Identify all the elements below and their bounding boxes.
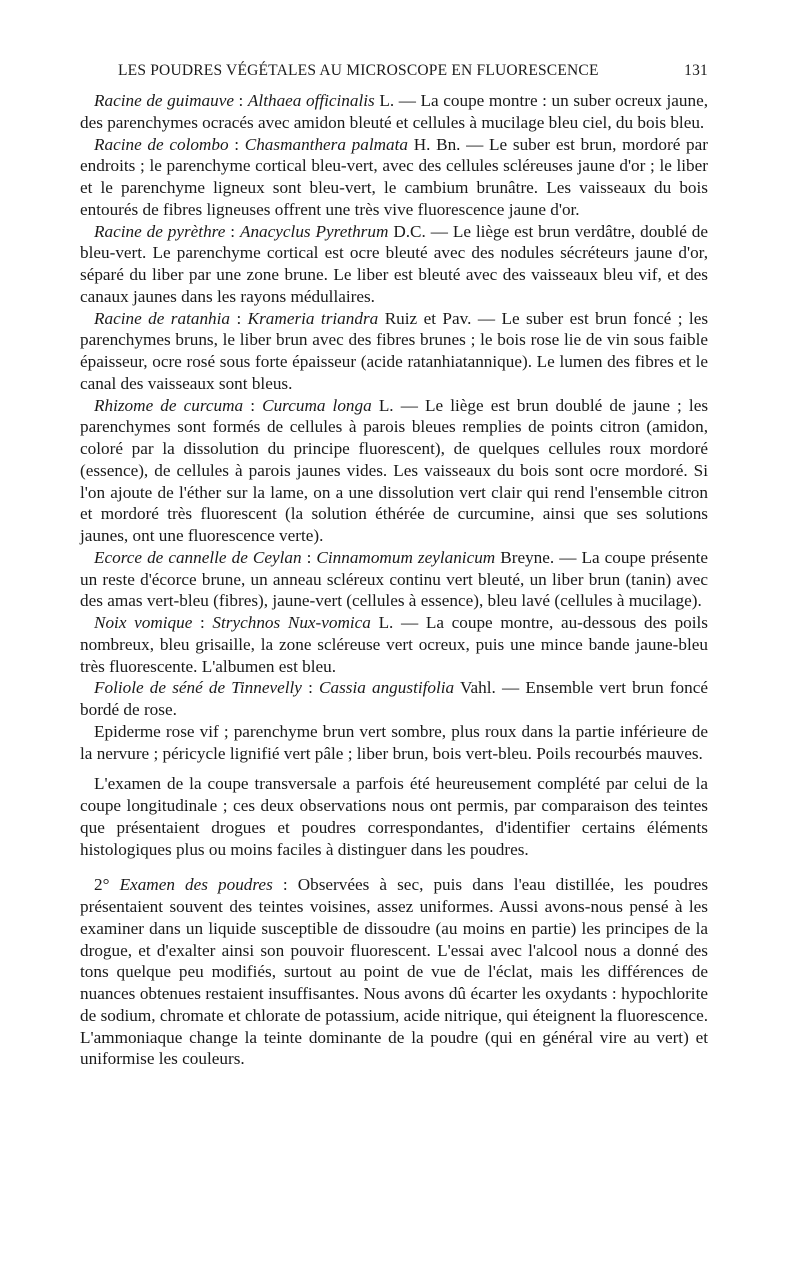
entry-term: Racine de colombo bbox=[94, 134, 229, 154]
entry-species: Anacyclus Pyrethrum bbox=[239, 221, 389, 241]
entry-authority: L. bbox=[378, 613, 394, 632]
page-number: 131 bbox=[684, 62, 708, 79]
entry-authority: L. bbox=[378, 395, 394, 415]
entry-term: Racine de ratanhia bbox=[94, 308, 231, 328]
entry-authority: Ruiz et Pav. bbox=[384, 308, 472, 328]
entry-text: — La coupe montre : un suber ocreux jaune, des parenchymes ocracés avec amidon bleuté et cellules à mucilage bleu ciel, du bois bleu. bbox=[80, 91, 709, 132]
entry-species: Cassia angustifolia bbox=[319, 678, 455, 698]
entry-authority: H. Bn. bbox=[413, 134, 461, 154]
entry-text: — La coupe présente un reste d'écorce brune, un anneau scléreux continu vert bleuté, un liber brun (tanin) avec des amas vert-bleu (fibres), jaune-vert (cellules à essence), bleu lavé (cellules à mucilage). bbox=[80, 547, 708, 611]
entry-text: — Le suber est brun foncé ; les parenchymes bruns, le liber brun avec des fibres brunes ; le bois rose lie de vin sous faible épaisseur, ocre rosé sous forte épaisseur (acide ratanhiatannique). Le lumen des fibres et le canal des vaisseaux sont bleus. bbox=[80, 308, 709, 393]
entry-authority: D.C. bbox=[393, 221, 426, 241]
entry-term: Noix vomique bbox=[94, 613, 193, 632]
entry-term: Racine de guimauve bbox=[94, 91, 234, 110]
epiderme-paragraph: Epiderme rose vif ; parenchyme brun vert sombre, plus roux dans la partie inférieure de la nervure ; péricycle lignifié vert pâle ; liber brun, bois vert-bleu. Poils recourbés mauves. bbox=[80, 721, 708, 763]
entry-species: Cinnamomum zeylanicum bbox=[316, 547, 496, 567]
entry-authority: Vahl. bbox=[460, 678, 496, 698]
entry-species: Curcuma longa bbox=[262, 395, 372, 415]
entry-text: — La coupe montre, au-dessous des poils nombreux, bleu grisaille, la zone scléreuse vert ocreux, puis une mince bande jaune-bleu très fluorescente. L'albumen est bleu. bbox=[80, 613, 709, 676]
entry-colombo: Racine de colombo : Chasmanthera palmata H. Bn. — Le suber est brun, mordoré par endroits ; le parenchyme cortical bleu-vert, avec des cellules scléreuses jaune d'or ; le liber et le parenchyme ligneux sont bleu-vert, le cambium brunâtre. Les vaisseaux du bois entourés de fibres ligneuses offrent une très vive fluorescence jaune d'or. bbox=[80, 134, 708, 219]
header-title: LES POUDRES VÉGÉTALES AU MICROSCOPE EN FLUORESCENCE bbox=[118, 62, 599, 79]
entry-text: — Ensemble vert brun foncé bordé de rose. bbox=[80, 678, 709, 719]
entry-text: — Le liège est brun verdâtre, doublé de bleu-vert. Le parenchyme cortical est ocre bleuté avec des nodules sécréteurs jaune d'or, séparé du liber par une zone brune. Le liber est bleuté avec des vaisseaux bleu vif, et des canaux jaunes dans les rayons médullaires. bbox=[80, 221, 709, 306]
entry-sene: Foliole de séné de Tinnevelly : Cassia angustifolia Vahl. — Ensemble vert brun foncé bordé de rose. bbox=[80, 678, 709, 719]
entry-curcuma: Rhizome de curcuma : Curcuma longa L. — Le liège est brun doublé de jaune ; les parenchymes sont formés de cellules à parois bleues remplies de points citron (amidon, coloré par la dissolution du principe fluorescent), de quelques cellules roux mordoré (essence), de cellules à parois jaunes vides. Les vaisseaux du bois sont ocre mordoré. Si l'on ajoute de l'éther sur la lame, on a une dissolution vert clair qui rend l'ensemble citron et mordoré très fluorescent (la solution éthérée de curcumine, ainsi que ses solutions jaunes, ont une fluorescence verte). bbox=[80, 395, 709, 545]
entry-pyrethre: Racine de pyrèthre : Anacyclus Pyrethrum D.C. — Le liège est brun verdâtre, doublé de bleu-vert. Le parenchyme cortical est ocre bleuté avec des nodules sécréteurs jaune d'or, séparé du liber par une zone brune. Le liber est bleuté avec des vaisseaux bleu vif, et des canaux jaunes dans les rayons médullaires. bbox=[80, 221, 709, 306]
examen-coupe-paragraph: L'examen de la coupe transversale a parfois été heureusement complété par celui de la coupe longitudinale ; ces deux observations nous ont permis, par comparaison des teintes que présentaient drogues et poudres correspondantes, d'identifier certains éléments histologiques plus ou moins faciles à distinguer dans les poudres. bbox=[80, 774, 708, 859]
entry-authority: L. bbox=[379, 91, 395, 110]
entry-species: Chasmanthera palmata bbox=[244, 134, 408, 154]
running-header bbox=[80, 62, 708, 80]
section-text: : Observées à sec, puis dans l'eau distillée, les poudres présentaient souvent des teintes voisines, assez uniformes. Aussi avons-nous pensé à les examiner dans un liquide susceptible de dissoudre (au moins en partie) les principes de la drogue, et d'exalter ainsi son pouvoir fluorescent. L'essai avec l'alcool nous a donné des tons quelque peu modifiés, surtout au point de vue de l'éclat, mais les différences de nuances obtenues restaient insuffisantes. Nous avons dû écarter les oxydants : hypochlorite de sodium, chromate et chlorate de potassium, acide nitrique, qui éteignent la fluorescence. L'ammoniaque change la teinte dominante de la poudre (qui en général vire au vert) et uniformise les couleurs. bbox=[80, 875, 709, 1069]
entry-term: Ecorce de cannelle de Ceylan bbox=[94, 547, 302, 567]
entry-species: Althaea officinalis bbox=[247, 91, 375, 110]
entry-ratanhia: Racine de ratanhia : Krameria triandra Ruiz et Pav. — Le suber est brun foncé ; les parenchymes bruns, le liber brun avec des fibres brunes ; le bois rose lie de vin sous faible épaisseur, ocre rosé sous forte épaisseur (acide ratanhiatannique). Le lumen des fibres et le canal des vaisseaux sont bleus. bbox=[80, 308, 709, 393]
entry-authority: Breyne. bbox=[500, 547, 555, 567]
entry-text: — Le suber est brun, mordoré par endroits ; le parenchyme cortical bleu-vert, avec des cellules scléreuses jaune d'or ; le liber et le parenchyme ligneux sont bleu-vert, le cambium brunâtre. Les vaisseaux du bois entourés de fibres ligneuses offrent une très vive fluorescence jaune d'or. bbox=[80, 134, 708, 219]
entry-guimauve: Racine de guimauve : Althaea officinalis L. — La coupe montre : un suber ocreux jaune, des parenchymes ocracés avec amidon bleuté et cellules à mucilage bleu ciel, du bois bleu. bbox=[80, 91, 709, 132]
entry-term: Foliole de séné de Tinnevelly bbox=[94, 678, 302, 698]
entry-cannelle: Ecorce de cannelle de Ceylan : Cinnamomum zeylanicum Breyne. — La coupe présente un reste d'écorce brune, un anneau scléreux continu vert bleuté, un liber brun (tanin) avec des amas vert-bleu (fibres), jaune-vert (cellules à essence), bleu lavé (cellules à mucilage). bbox=[80, 547, 708, 611]
entry-species: Strychnos Nux-vomica bbox=[212, 613, 371, 632]
section-number: 2° bbox=[94, 875, 110, 895]
section-title: Examen des poudres bbox=[119, 875, 273, 895]
entry-species: Krameria triandra bbox=[247, 308, 379, 328]
entry-term: Racine de pyrèthre bbox=[94, 221, 226, 241]
section-2-paragraph bbox=[80, 874, 708, 1070]
entry-term: Rhizome de curcuma bbox=[94, 395, 244, 415]
entry-noix-vomique: Noix vomique : Strychnos Nux-vomica L. — La coupe montre, au-dessous des poils nombreux, bleu grisaille, la zone scléreuse vert ocreux, puis une mince bande jaune-bleu très fluorescente. L'albumen est bleu. bbox=[80, 613, 709, 676]
document-page bbox=[80, 62, 708, 1070]
entry-text: — Le liège est brun doublé de jaune ; les parenchymes sont formés de cellules à parois bleues remplies de points citron (amidon, coloré par la dissolution du principe fluorescent), de quelques cellules roux mordoré (essence), de cellules à parois jaunes vides. Les vaisseaux du bois sont ocre mordoré. Si l'on ajoute de l'éther sur la lame, on a une dissolution vert clair qui rend l'ensemble citron et mordoré très fluorescent (la solution éthérée de curcumine, ainsi que ses solutions jaunes, ont une fluorescence verte). bbox=[80, 395, 709, 545]
